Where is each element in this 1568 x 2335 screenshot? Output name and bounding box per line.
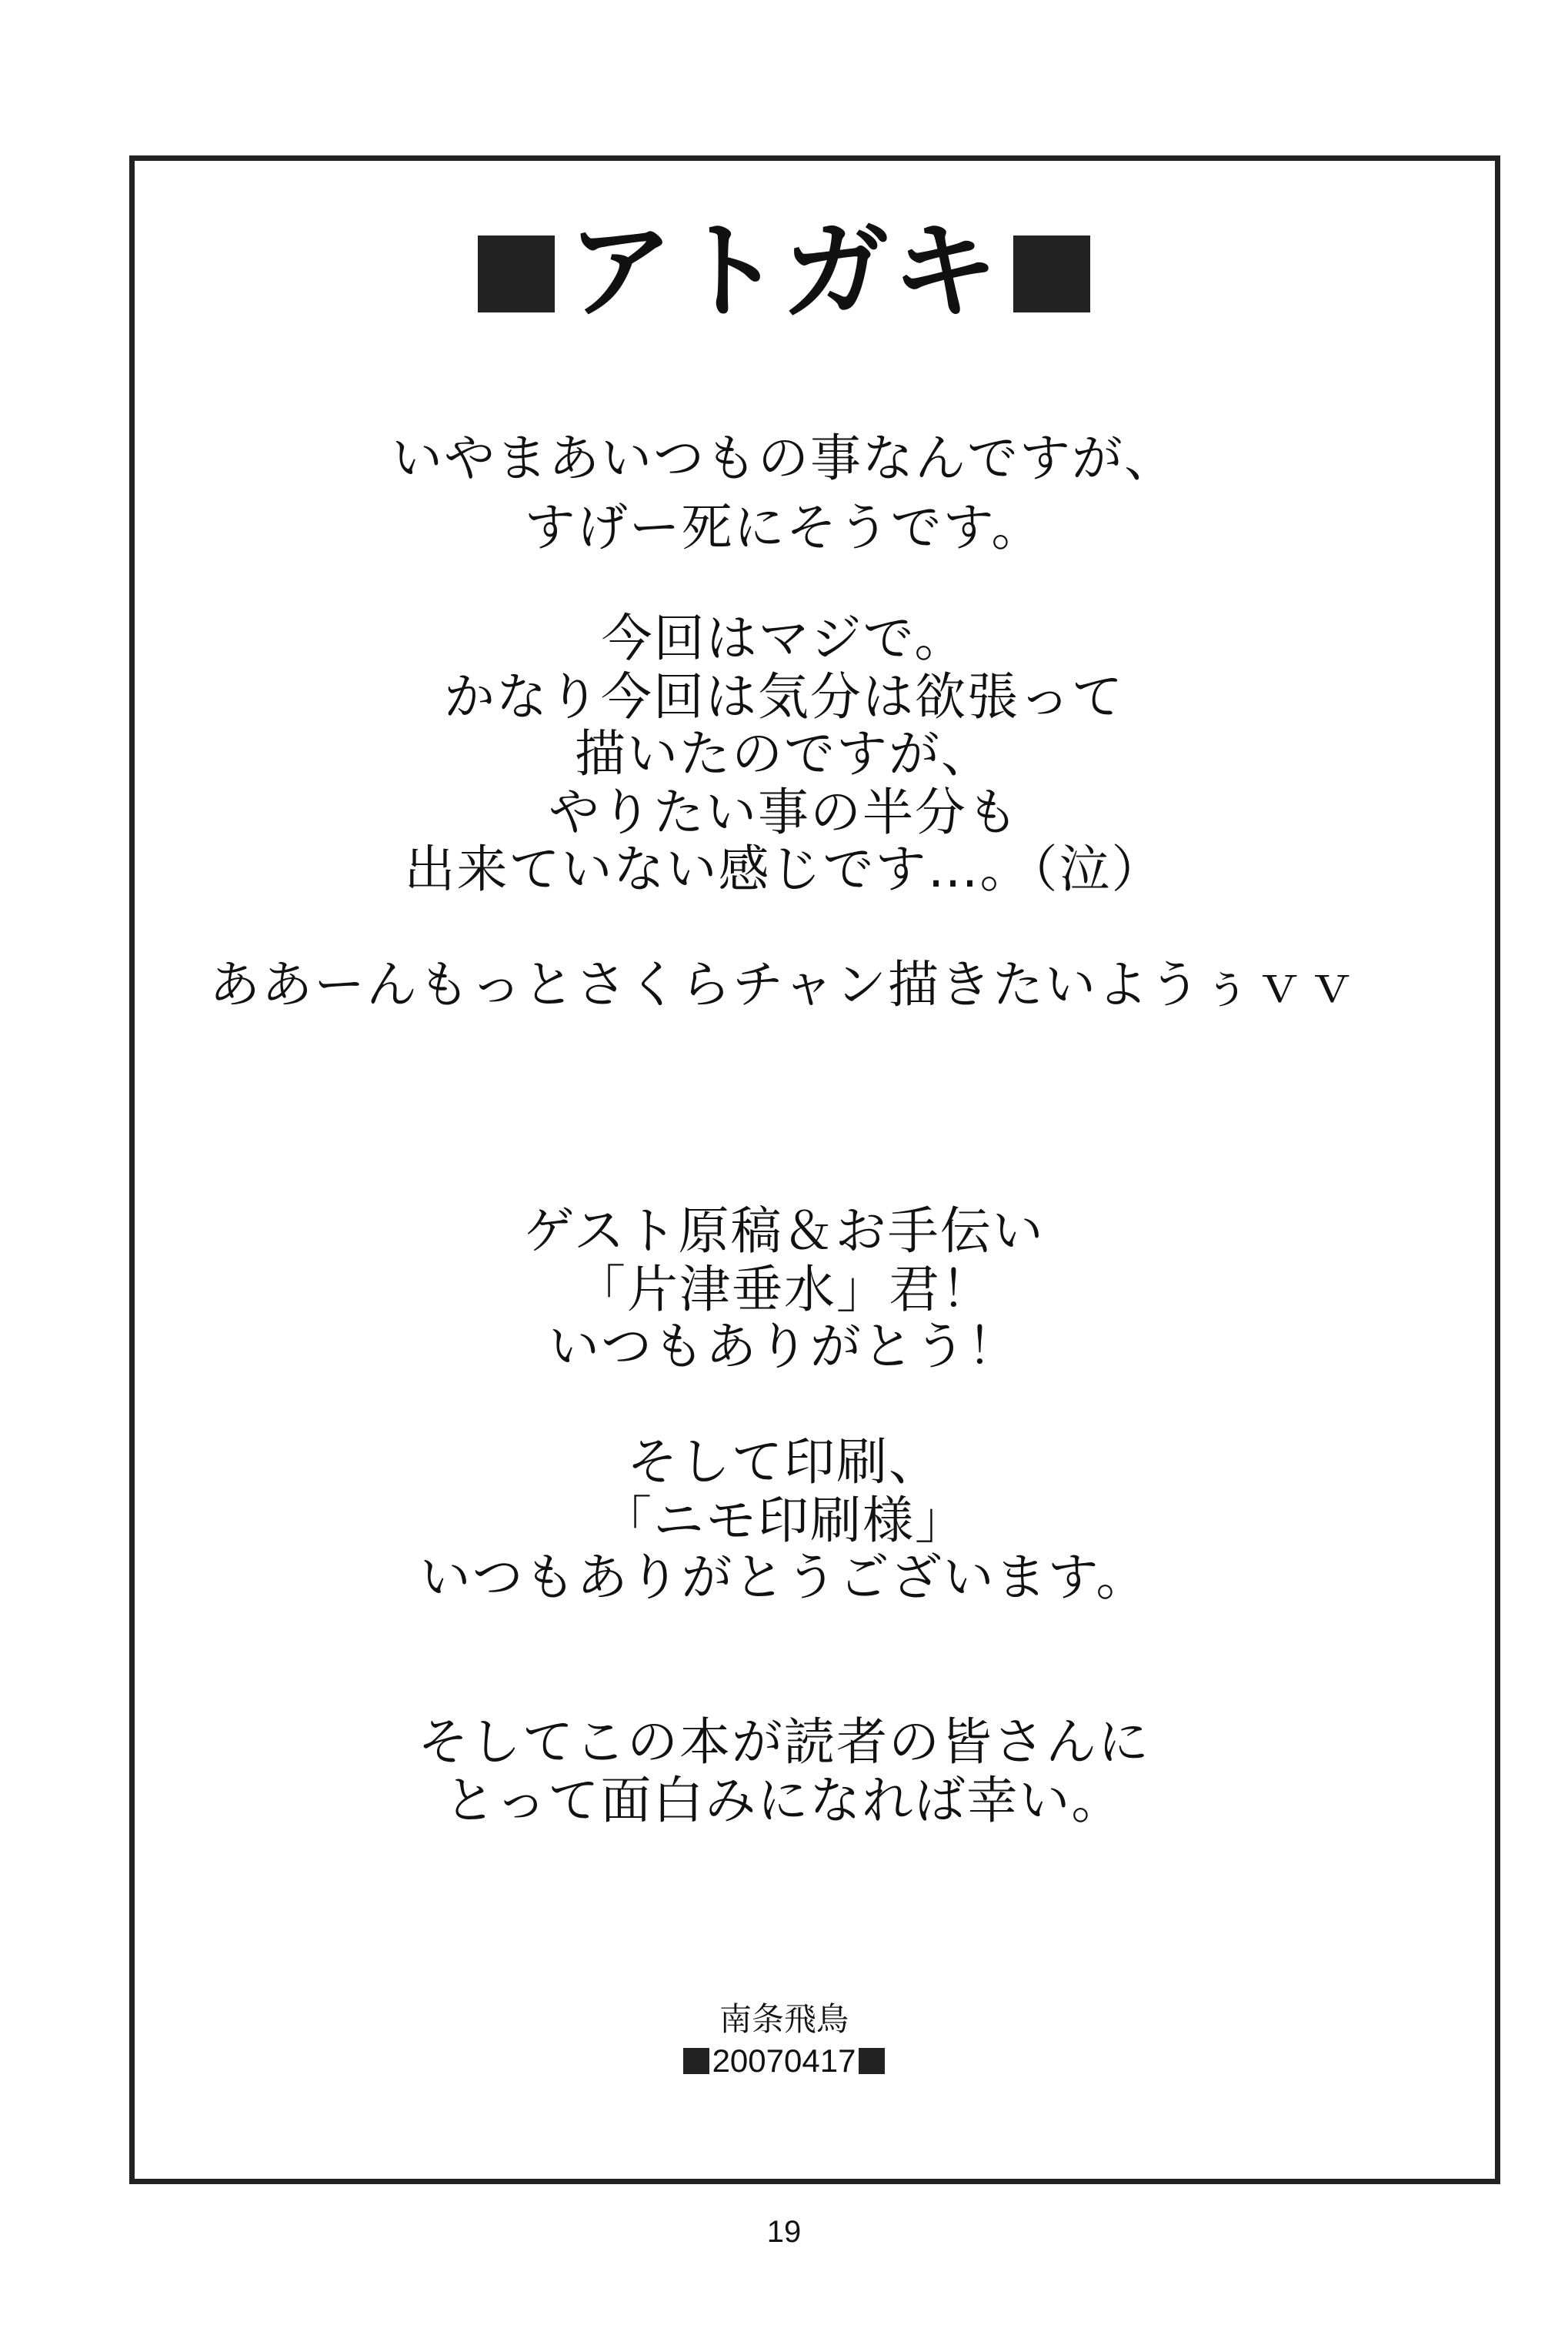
text-line: 出来ていない感じです…。（泣）	[404, 840, 1164, 899]
text-line: 「ニモ印刷様」	[601, 1491, 967, 1550]
title-square-left-icon	[478, 236, 555, 312]
text-line: すげー死にそうです。	[524, 498, 1044, 557]
text-line: 描いたのですが、	[575, 724, 993, 783]
text-line: 今回はマジで。	[601, 609, 967, 668]
text-line: そして印刷、	[627, 1432, 941, 1492]
text-line: ああーんもっとさくらチャン描きたいようぅｖｖ	[209, 955, 1359, 1014]
text-line: やりたい事の半分も	[549, 783, 1019, 842]
text-line: いつもありがとう！	[549, 1317, 1019, 1376]
text-line: そしてこの本が読者の皆さんに	[418, 1712, 1150, 1772]
text-line: いつもありがとうございます。	[419, 1548, 1149, 1607]
page-title	[0, 209, 1568, 333]
text-line: かなり今回は気分は欲張って	[444, 667, 1124, 727]
signature-date-row	[0, 2041, 1568, 2081]
author-name: 南条飛鳥	[719, 2000, 849, 2038]
text-line: いやまあいつもの事なんですが、	[392, 429, 1176, 488]
signature-date: 20070417	[712, 2043, 856, 2079]
title-square-right-icon	[1013, 236, 1090, 312]
date-square-left-icon	[683, 2048, 709, 2074]
text-line: ゲスト原稿＆お手伝い	[523, 1201, 1045, 1261]
title-text: アトガキ	[567, 209, 1001, 333]
text-line: 「片津垂水」君！	[575, 1260, 993, 1319]
text-line: とって面白みになれば幸い。	[444, 1771, 1124, 1830]
date-square-right-icon	[859, 2048, 885, 2074]
page-number: 19	[766, 2215, 802, 2249]
